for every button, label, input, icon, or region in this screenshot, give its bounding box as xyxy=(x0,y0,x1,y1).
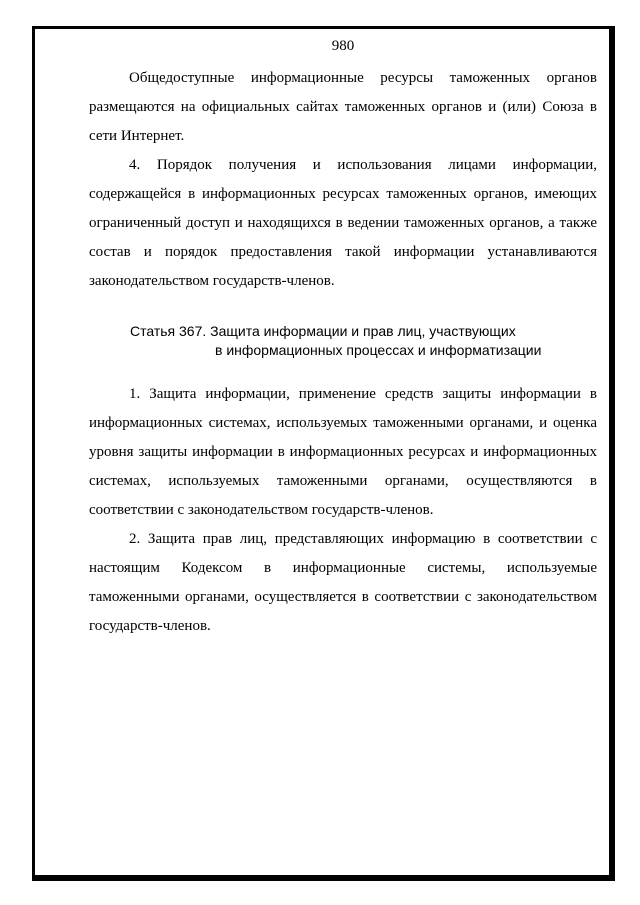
page-number: 980 xyxy=(331,38,355,54)
document-body xyxy=(89,36,597,641)
article-367-heading xyxy=(89,322,597,360)
paragraph-item-4: 4. Порядок получения и использования лицами информации, содержащейся в информационных ресурсах таможенных органов, имеющих ограниченный доступ и находящихся в ведении таможенных органов, а также состав и порядок предоставления такой информации устанавливаются законодательством государств-членов. xyxy=(89,157,597,289)
article-heading-line1: Статья 367. Защита информации и прав лиц, участвующих xyxy=(130,323,516,339)
article-paragraph-1: 1. Защита информации, применение средств защиты информации в информационных системах, используемых таможенными органами, и оценка уровня защиты информации в информационных ресурсах и информационных системах, используемых таможенными органами, осуществляются в соответствии с законодательством государств-членов. xyxy=(89,386,597,518)
article-heading-line2: в информационных процессах и информатизации xyxy=(215,342,542,358)
article-paragraph-2: 2. Защита прав лиц, представляющих информацию в соответствии с настоящим Кодексом в информационные системы, используемые таможенными органами, осуществляется в соответствии с законодательством государств-членов. xyxy=(89,531,597,634)
paragraph-public-resources: Общедоступные информационные ресурсы таможенных органов размещаются на официальных сайтах таможенных органов и (или) Союза в сети Интернет. xyxy=(89,70,597,144)
